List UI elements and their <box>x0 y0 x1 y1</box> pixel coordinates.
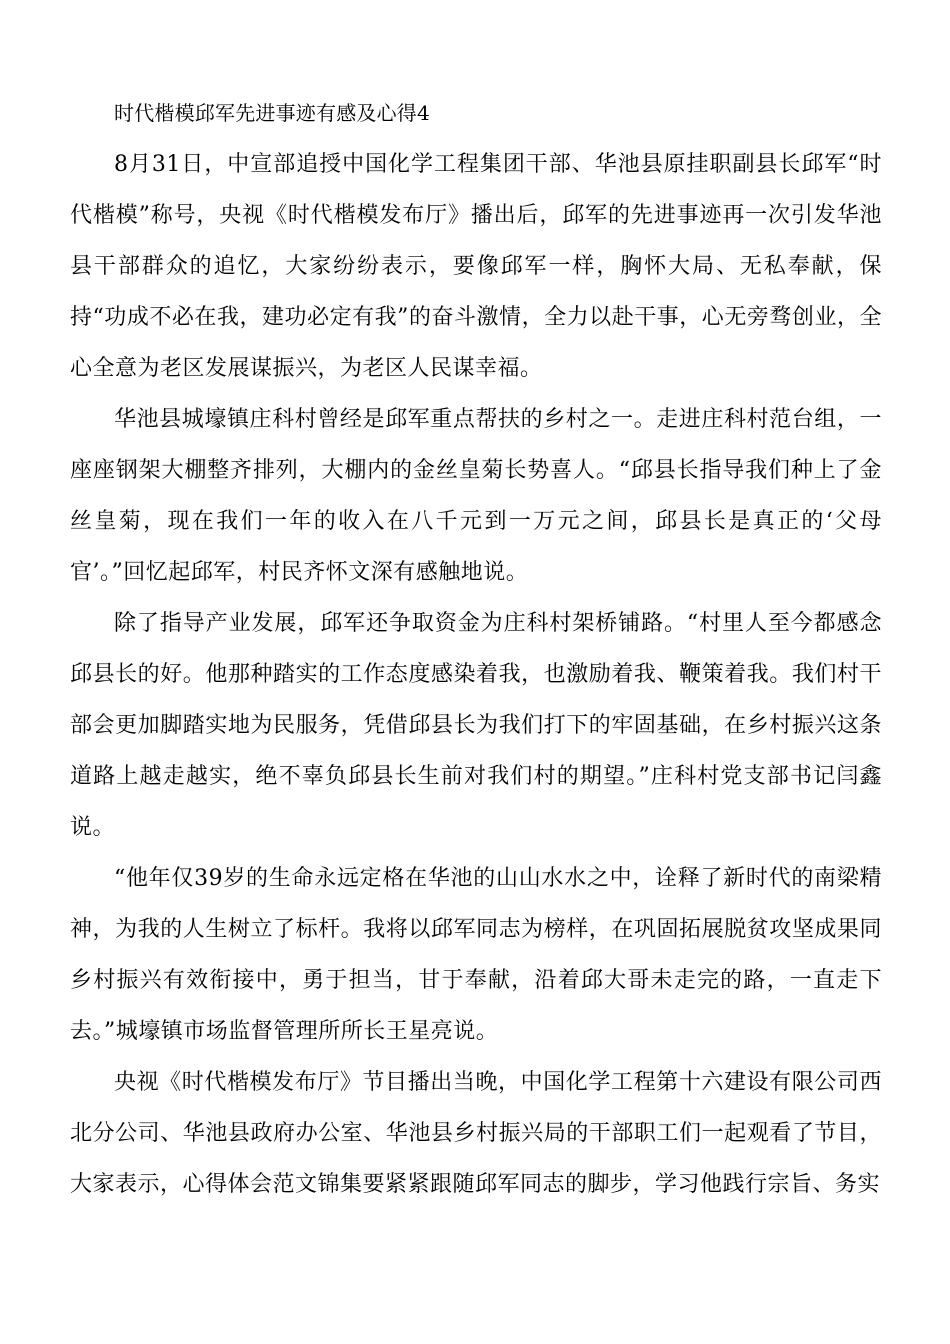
document-body <box>70 88 882 1210</box>
document-title: 时代楷模邱军先进事迹有感及心得4 <box>114 101 430 125</box>
paragraph-5: 央视《时代楷模发布厅》节目播出当晚，中国化学工程第十六建设有限公司西北分公司、华池县政府办公室、华池县乡村振兴局的干部职工们一起观看了节目，大家表示，心得体会范文锦集要紧紧跟随邱军同志的脚步，学习他践行宗旨、务实 <box>70 1070 882 1197</box>
paragraph-4: “他年仅39岁的生命永远定格在华池的山山水水之中，诠释了新时代的南梁精神，为我的人生树立了标杆。我将以邱军同志为榜样，在巩固拓展脱贫攻坚成果同乡村振兴有效衔接中，勇于担当，甘于奉献，沿着邱大哥未走完的路，一直走下去。”城壕镇市场监督管理所所长王星亮说。 <box>70 866 882 1044</box>
paragraph-3: 除了指导产业发展，邱军还争取资金为庄科村架桥铺路。“村里人至今都感念邱县长的好。他那种踏实的工作态度感染着我，也激励着我、鞭策着我。我们村干部会更加脚踏实地为民服务，凭借邱县长为我们打下的牢固基础，在乡村振兴这条道路上越走越实，绝不辜负邱县长生前对我们村的期望。”庄科村党支部书记闫鑫说。 <box>70 611 882 840</box>
paragraph-1: 8月31日，中宣部追授中国化学工程集团干部、华池县原挂职副县长邱军“时代楷模”称号，央视《时代楷模发布厅》播出后，邱军的先进事迹再一次引发华池县干部群众的追忆，大家纷纷表示，要像邱军一样，胸怀大局、无私奉献，保持“功成不必在我，建功必定有我”的奋斗激情，全力以赴干事，心无旁骛创业，全心全意为老区发展谋振兴，为老区人民谋幸福。 <box>70 152 882 381</box>
paragraph-2: 华池县城壕镇庄科村曾经是邱军重点帮扶的乡村之一。走进庄科村范台组，一座座钢架大棚整齐排列，大棚内的金丝皇菊长势喜人。“邱县长指导我们种上了金丝皇菊，现在我们一年的收入在八千元到一万元之间，邱县长是真正的‘父母官’。”回忆起邱军，村民齐怀文深有感触地说。 <box>70 407 882 585</box>
